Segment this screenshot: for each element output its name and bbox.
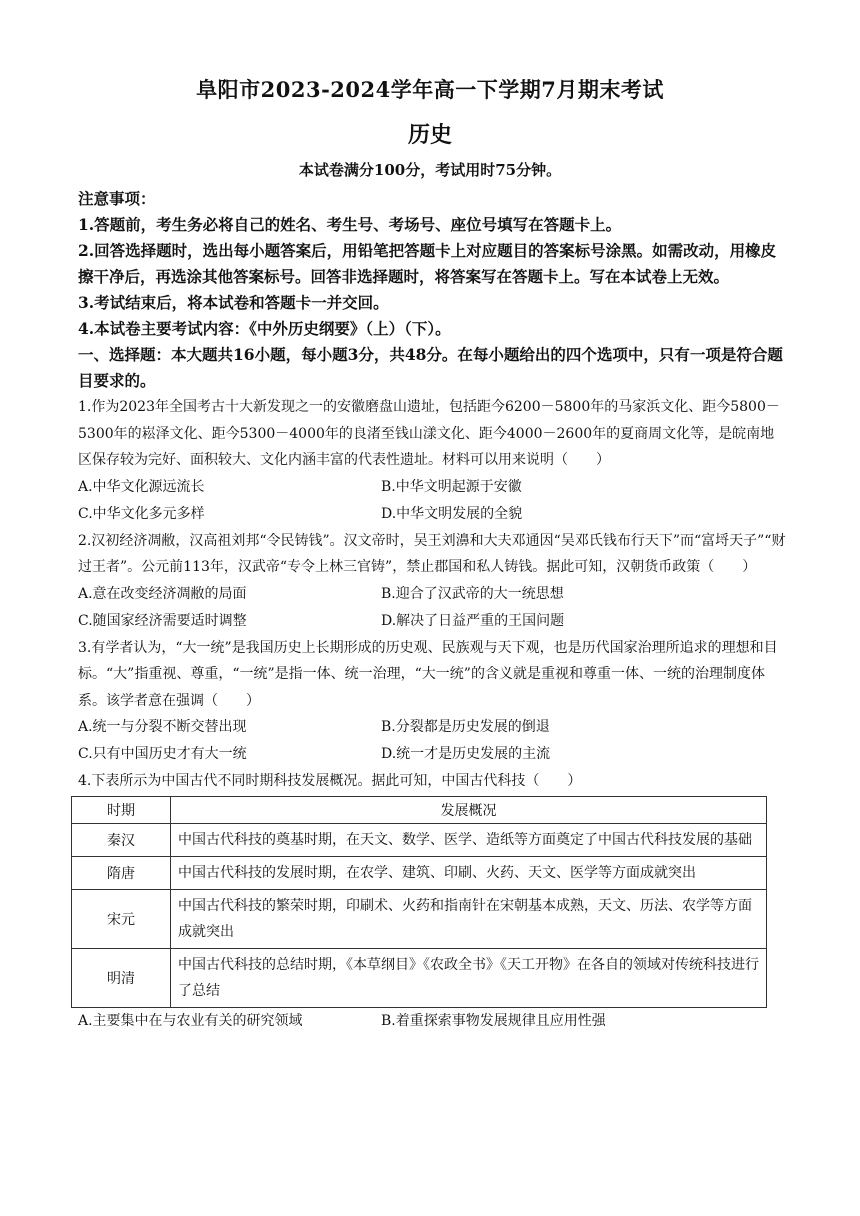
- option-a: A.意在改变经济凋敝的局面: [78, 585, 247, 602]
- option-row: [78, 608, 786, 635]
- option-row: [78, 714, 786, 741]
- column-header-period: 时期: [72, 796, 171, 823]
- option-row: [78, 1008, 786, 1035]
- question-stem: 2.汉初经济凋敝，汉高祖刘邦“令民铸钱”。汉文帝时，吴王刘濞和大夫邓通因“吴邓氏钱布行天下”而“富埒天子”“财过王者”。公元前113年，汉武帝“专令上林三官铸”，禁止郡国和私人铸钱。据此可知，汉朝货币政策（ ）: [78, 532, 786, 575]
- table-header-row: [72, 796, 767, 823]
- table-row: [72, 889, 767, 948]
- question-stem: 1.作为2023年全国考古十大新发现之一的安徽磨盘山遗址，包括距今6200－5800年的马家浜文化、距今5800－5300年的崧泽文化、距今5300－4000年的良渚至钱山漾文化、距今4000－2600年的夏商周文化等，是皖南地区保存较为完好、面积较大、文化内涵丰富的代表性遗址。材料可以用来说明（ ）: [78, 399, 780, 468]
- option-a: A.统一与分裂不断交替出现: [78, 719, 247, 735]
- note-item: 1.答题前，考生务必将自己的姓名、考生号、考场号、座位号填写在答题卡上。: [78, 215, 622, 234]
- option-row: [78, 474, 786, 501]
- table-row: [72, 856, 767, 889]
- column-header-overview: 发展概况: [171, 796, 767, 823]
- question-stem: 3.有学者认为，“大一统”是我国历史上长期形成的历史观、民族观与天下观，也是历代国家治理所追求的理想和目标。“大”指重视、尊重，“一统”是指一体、统一治理，“大一统”的含义就是重视和尊重一体、一统的治理制度体系。该学者意在强调（ ）: [78, 639, 778, 709]
- note-item: 4.本试卷主要考试内容：《中外历史纲要》（上）（下）。: [78, 319, 451, 338]
- description-cell: 中国古代科技的总结时期，《本草纲目》《农政全书》《天工开物》在各自的领域对传统科技进行了总结: [171, 948, 767, 1007]
- subject-title: 历史: [407, 122, 452, 148]
- period-cell: 隋唐: [72, 856, 171, 889]
- option-b: B.中华文明起源于安徽: [381, 478, 522, 495]
- period-cell: 明清: [72, 948, 171, 1007]
- description-cell: 中国古代科技的繁荣时期，印刷术、火药和指南针在宋朝基本成熟，天文、历法、农学等方面成就突出: [171, 889, 767, 948]
- exam-body: [78, 186, 786, 1035]
- option-a: A.中华文化源远流长: [78, 478, 205, 495]
- option-b: B.迎合了汉武帝的大一统思想: [381, 585, 564, 602]
- option-d: D.统一才是历史发展的主流: [381, 746, 551, 762]
- option-row: [78, 501, 786, 528]
- exam-info: 本试卷满分100分，考试用时75分钟。: [298, 161, 562, 179]
- description-cell: 中国古代科技的发展时期，在农学、建筑、印刷、火药、天文、医学等方面成就突出: [171, 856, 767, 889]
- note-item: 3.考试结束后，将本试卷和答题卡一并交回。: [78, 293, 389, 312]
- question-stem: 4.下表所示为中国古代不同时期科技发展概况。据此可知，中国古代科技（ ）: [78, 773, 582, 789]
- option-c: C.随国家经济需要适时调整: [78, 612, 247, 629]
- option-d: D.中华文明发展的全貌: [381, 505, 523, 522]
- note-item: 2.回答选择题时，选出每小题答案后，用铅笔把答题卡上对应题目的答案标号涂黑。如需改动，用橡皮擦干净后，再选涂其他答案标号。回答非选择题时，将答案写在答题卡上。写在本试卷上无效。: [78, 241, 777, 286]
- option-b: B.着重探索事物发展规律且应用性强: [381, 1012, 606, 1029]
- description-cell: 中国古代科技的奠基时期，在天文、数学、医学、造纸等方面奠定了中国古代科技发展的基础: [171, 823, 767, 856]
- table-row: [72, 823, 767, 856]
- option-a: A.主要集中在与农业有关的研究领域: [78, 1012, 303, 1029]
- notes-heading: 注意事项：: [78, 189, 156, 208]
- section-heading: 一、选择题：本大题共16小题，每小题3分，共48分。在每小题给出的四个选项中，只有一项是符合题目要求的。: [78, 345, 783, 390]
- option-c: C.只有中国历史才有大一统: [78, 746, 247, 762]
- option-row: [78, 581, 786, 608]
- option-row: [78, 741, 786, 768]
- period-cell: 宋元: [72, 889, 171, 948]
- period-cell: 秦汉: [72, 823, 171, 856]
- option-c: C.中华文化多元多样: [78, 505, 205, 522]
- option-b: B.分裂都是历史发展的倒退: [381, 719, 550, 735]
- table-row: [72, 948, 767, 1007]
- option-d: D.解决了日益严重的王国问题: [381, 612, 565, 629]
- tech-development-table: [71, 796, 767, 1008]
- exam-title: 阜阳市2023-2024学年高一下学期7月期末考试: [196, 77, 664, 102]
